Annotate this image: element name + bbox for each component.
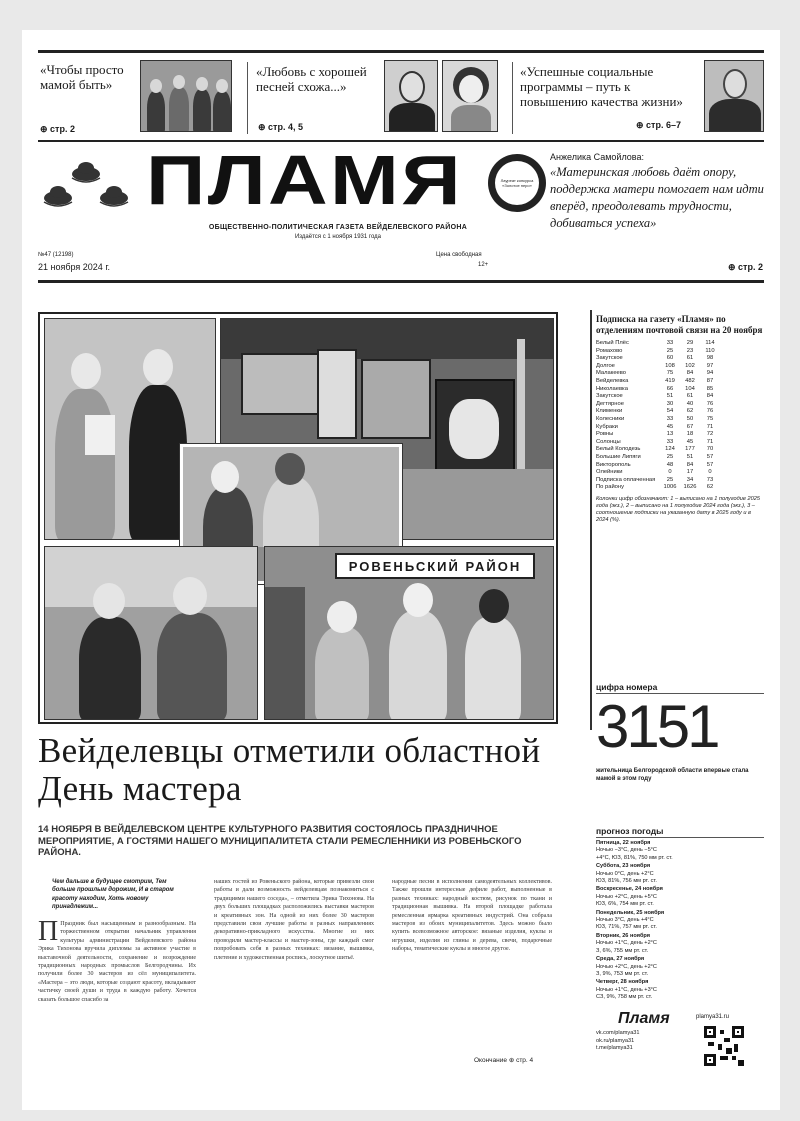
- weather-details: СЗ, 9%, 758 мм рт. ст.: [596, 994, 653, 1001]
- subscription-value: 23: [686, 347, 694, 354]
- subscription-value: 482: [685, 377, 695, 384]
- weather-day-name: Суббота, 23 ноября: [596, 863, 651, 870]
- subscription-value: 45: [666, 423, 674, 430]
- weather-temp: Ночью +2°С, день +5°С: [596, 893, 657, 900]
- subscription-value: 50: [686, 415, 694, 422]
- teaser-3-ref-text: стр. 6–7: [646, 120, 681, 130]
- masthead-subtitle: ОБЩЕСТВЕННО-ПОЛИТИЧЕСКАЯ ГАЗЕТА ВЕЙДЕЛЕВСКОГО РАЙОНА: [208, 224, 468, 231]
- subscription-office: Ровны: [596, 431, 614, 438]
- subscription-value: 33: [666, 438, 674, 445]
- teaser-1-photo: [140, 60, 232, 132]
- weather-details: ЮЗ, 6%, 754 мм рт. ст.: [596, 901, 654, 908]
- top-rule: [38, 50, 764, 53]
- subscription-table: [596, 340, 764, 492]
- footer-brand: Пламя: [618, 1010, 670, 1027]
- weather-temp: Ночью +2°С, день +2°С: [596, 963, 657, 970]
- teaser-2-ref-text: стр. 4, 5: [268, 122, 303, 132]
- subscription-row: [596, 363, 764, 371]
- teaser-1-ref-text: стр. 2: [50, 124, 75, 134]
- teaser-2[interactable]: [254, 60, 504, 136]
- teaser-3-text: «Успешные социальные программы – путь к повышению качества жизни»: [520, 64, 683, 109]
- continued-label: Окончание: [474, 1057, 508, 1064]
- weather-day-name: Воскресенье, 24 ноября: [596, 886, 663, 893]
- collage-photo-rovenki: [264, 546, 554, 720]
- weather-day: [596, 979, 764, 1001]
- teaser-2-text: «Любовь с хорошей песней схожа...»: [256, 64, 367, 94]
- teaser-2-photo-woman: [442, 60, 498, 132]
- subscription-row: [596, 378, 764, 386]
- subscription-value: 84: [686, 461, 694, 468]
- subscription-office: Николаевка: [596, 385, 628, 392]
- weather-day: [596, 956, 764, 978]
- subscription-value: 75: [706, 415, 714, 422]
- quote-block[interactable]: [550, 152, 764, 276]
- subscription-value: 57: [706, 461, 714, 468]
- subscription-value: 30: [666, 400, 674, 407]
- article-lead: 14 НОЯБРЯ В ВЕЙДЕЛЕВСКОМ ЦЕНТРЕ КУЛЬТУРНОГО РАЗВИТИЯ СОСТОЯЛОСЬ ПРАЗДНИЧНОЕ МЕРОПРИЯТИЕ, А ГОСТЯМИ НАШЕГО МУНИЦИПАЛИТЕТА СТАЛИ РЕМЕСЛЕННИКИ ИЗ РОВЕНЬСКОГО РАЙОНА.: [38, 824, 522, 858]
- weather-day-name: Понедельник, 25 ноября: [596, 909, 665, 916]
- weather-day: [596, 840, 764, 862]
- subscription-value: 1626: [683, 484, 697, 491]
- article-headline: Вейделевцы отметили областной День мастера: [38, 731, 541, 808]
- banner-sign: РОВЕНЬСКИЙ РАЙОН: [348, 558, 522, 574]
- subscription-value: 33: [666, 415, 674, 422]
- subscription-row: [596, 416, 764, 424]
- weather-details: +4°С, ЮЗ, 81%, 750 мм рт. ст.: [596, 854, 673, 861]
- subscription-row: [596, 446, 764, 454]
- subscription-value: 124: [665, 446, 675, 453]
- subscription-row: [596, 431, 764, 439]
- qr-code-icon[interactable]: [704, 1026, 744, 1066]
- subscription-value: 72: [706, 431, 714, 438]
- subscription-office: Белый Колодезь: [596, 446, 641, 453]
- footer-link-vk[interactable]: vk.com/plamya31: [596, 1030, 640, 1036]
- subscription-office: По району: [596, 484, 625, 491]
- subscription-office: Викторополь: [596, 461, 631, 468]
- newspaper-page: [22, 30, 780, 1110]
- subscription-value: 84: [706, 393, 714, 400]
- weather-details: ЮЗ, 71%, 757 мм рт. ст.: [596, 924, 657, 931]
- masthead-rule: [38, 280, 764, 283]
- price-label: Цена свободная: [436, 252, 482, 258]
- number-value: 3151: [596, 693, 718, 760]
- subscription-value: 17: [686, 469, 694, 476]
- subscription-row: [596, 370, 764, 378]
- subscription-value: 71: [706, 438, 714, 445]
- subscription-row: [596, 340, 764, 348]
- number-caption: жительница Белгородской области впервые стала мамой в этом году: [596, 768, 749, 782]
- subscription-value: 97: [706, 362, 714, 369]
- issue-date: 21 ноября 2024 г.: [38, 262, 110, 272]
- subscription-row: [596, 393, 764, 401]
- subscription-office: Ромахово: [596, 347, 623, 354]
- subscription-office: Большие Липяги: [596, 453, 641, 460]
- subscription-block: [596, 314, 764, 524]
- weather-details: ЮЗ, 81%, 756 мм рт. ст.: [596, 878, 657, 885]
- subscription-row: [596, 355, 764, 363]
- subscription-value: 177: [685, 446, 695, 453]
- drop-cap: П: [38, 916, 59, 947]
- subscription-value: 61: [686, 393, 694, 400]
- article-col-1-text: Праздник был насыщенным и разнообразным. На торжественном открытии начальник управления культуры администрации Вейделевского района Эрика Тихонова вручила дипломы за активное участие в выставочной деятельности, сохранение и возрождение традиционных народных промыслов Белгородчины. Их получили более 30 мастеров из сёл муниципалитета. «Мастера – это люди, которые создают красоту, вкладывают частичку своей души и труда в каждую работу. Хочется сказать большое спасибо за: [38, 921, 196, 1003]
- footer-link-telegram[interactable]: t.me/plamya31: [596, 1045, 633, 1051]
- subscription-value: 40: [686, 400, 694, 407]
- subscription-value: 62: [706, 484, 714, 491]
- subscription-value: 51: [686, 453, 694, 460]
- subscription-value: 108: [665, 362, 675, 369]
- flower-ornament-icon: [38, 156, 134, 216]
- subscription-office: Кубраки: [596, 423, 618, 430]
- subscription-office: Солонцы: [596, 438, 621, 445]
- award-seal-text: Лауреат конкурса «Золотое перо»: [500, 178, 534, 188]
- teaser-2-photo-man: [384, 60, 438, 132]
- continued-ref: стр. 4: [516, 1057, 534, 1064]
- subscription-value: 51: [666, 393, 674, 400]
- teaser-1-ref: ⊕ стр. 2: [40, 124, 75, 134]
- subscription-office: Клименки: [596, 408, 623, 415]
- subscription-value: 73: [706, 476, 714, 483]
- subscription-value: 102: [685, 362, 695, 369]
- teaser-3-ref: ⊕ стр. 6–7: [636, 120, 681, 130]
- subscription-office: Вейделевка: [596, 377, 629, 384]
- subscription-value: 0: [708, 469, 712, 476]
- masthead-title: ПЛАМЯ: [146, 141, 463, 219]
- subscription-office: Закутское: [596, 355, 623, 362]
- subscription-value: 60: [666, 355, 674, 362]
- subscription-value: 13: [666, 431, 674, 438]
- subscription-value: 33: [666, 340, 674, 346]
- subscription-value: 34: [686, 476, 694, 483]
- quote-text: «Материнская любовь даёт опору, поддержка матери помогает нам идти вперёд, преодолевать трудности, добиваться успеха»: [550, 165, 764, 230]
- subscription-value: 114: [705, 340, 715, 346]
- subscription-value: 419: [665, 377, 675, 384]
- footer-link-ok[interactable]: ok.ru/plamya31: [596, 1037, 635, 1044]
- subscription-value: 87: [706, 377, 714, 384]
- subscription-row: [596, 469, 764, 477]
- subscription-value: 85: [706, 385, 714, 392]
- article-continued[interactable]: Окончание ⊕ стр. 4: [474, 1057, 534, 1064]
- article-col-1: [38, 916, 196, 1004]
- quote-ref-text: стр. 2: [738, 262, 763, 272]
- subscription-value: 57: [706, 453, 714, 460]
- subscription-row: [596, 424, 764, 432]
- subscription-value: 66: [666, 385, 674, 392]
- article-epigraph: Чем дальше в будущее смотрим, Тем больше прошлым дорожим, И в старом красоту находим, Хоть новому принадлежим...: [52, 879, 174, 911]
- subscription-value: 1006: [663, 484, 677, 491]
- subscription-value: 104: [685, 385, 695, 392]
- weather-day-name: Вторник, 26 ноября: [596, 932, 651, 939]
- weather-details: З, 9%, 753 мм рт. ст.: [596, 970, 649, 977]
- weather-temp: Ночью −3°С, день −5°С: [596, 847, 657, 854]
- weather-day-name: Четверг, 28 ноября: [596, 979, 649, 986]
- subscription-office: Дегтярное: [596, 400, 624, 407]
- subscription-value: 76: [706, 400, 714, 407]
- subscription-value: 70: [706, 446, 714, 453]
- subscription-row: [596, 462, 764, 470]
- subscription-value: 67: [686, 423, 694, 430]
- weather-day: [596, 933, 764, 955]
- subscription-office: Долгое: [596, 362, 615, 369]
- weather-temp: Ночью +1°С, день +2°С: [596, 940, 657, 947]
- teaser-3-photo: [704, 60, 764, 132]
- footer-links: [596, 1030, 640, 1053]
- subscription-value: 25: [666, 453, 674, 460]
- subscription-value: 62: [686, 408, 694, 415]
- weather-day: [596, 886, 764, 908]
- subscription-office: Закутское: [596, 393, 623, 400]
- subscription-row: [596, 386, 764, 394]
- teaser-3[interactable]: [518, 60, 764, 136]
- subscription-value: 98: [706, 355, 714, 362]
- subscription-value: 61: [686, 355, 694, 362]
- teaser-1-text: «Чтобы просто мамой быть»: [40, 62, 124, 92]
- subscription-office: Подписка оплаченная: [596, 476, 656, 483]
- weather-day-name: Среда, 27 ноября: [596, 956, 645, 963]
- masthead-founded: Издаётся с 1 ноября 1931 года: [294, 234, 381, 240]
- subscription-row: [596, 454, 764, 462]
- weather-temp: Ночью 0°С, день +2°С: [596, 870, 654, 877]
- teaser-2-ref: ⊕ стр. 4, 5: [258, 122, 303, 132]
- subscription-title: Подписка на газету «Пламя» по отделениям почтовой связи на 20 ноября: [596, 314, 763, 335]
- footer-site[interactable]: plamya31.ru: [696, 1014, 730, 1020]
- teaser-1[interactable]: [38, 60, 243, 136]
- quote-ref: ⊕ стр. 2: [728, 262, 763, 272]
- number-label: цифра номера: [596, 682, 658, 692]
- subscription-office: Малакеево: [596, 370, 627, 377]
- weather-day: [596, 910, 764, 932]
- weather-day: [596, 863, 764, 885]
- issue-number: №47 (12198): [38, 252, 74, 258]
- weather-title: прогноз погоды: [596, 826, 664, 836]
- subscription-value: 48: [666, 461, 674, 468]
- subscription-value: 84: [686, 370, 694, 377]
- subscription-row: [596, 484, 764, 492]
- age-rating: 12+: [478, 262, 489, 268]
- collage-photo-women: [44, 546, 258, 720]
- weather-temp: Ночью +1°С, день +3°С: [596, 986, 657, 993]
- subscription-row: [596, 401, 764, 409]
- subscription-value: 75: [666, 370, 674, 377]
- subscription-office: Белый Плёс: [596, 340, 629, 346]
- subscription-value: 18: [686, 431, 694, 438]
- masthead: [38, 141, 548, 276]
- weather-temp: Ночью 3°С, день +4°С: [596, 917, 654, 924]
- subscription-row: [596, 348, 764, 356]
- subscription-value: 94: [706, 370, 714, 377]
- subscription-value: 54: [666, 408, 674, 415]
- subscription-value: 0: [668, 469, 672, 476]
- weather-day-name: Пятница, 22 ноября: [596, 840, 651, 846]
- weather-block: [596, 826, 764, 1003]
- weather-details: З, 6%, 755 мм рт. ст.: [596, 947, 649, 954]
- footer-brand-block: [596, 1006, 764, 1066]
- subscription-note: Колонки цифр обозначают: 1 – выписано на 1 полугодие 2025 года (экз.), 2 – выписано на 1 полугодие 2024 года (экз.), 3 – соотношение подписки на указанную дату в 2025 году и в 2024 (%).: [596, 495, 760, 523]
- weather-list: [596, 840, 764, 1002]
- subscription-value: 25: [666, 476, 674, 483]
- subscription-row: [596, 408, 764, 416]
- subscription-value: 110: [705, 347, 715, 354]
- quote-author: Анжелика Самойлова:: [550, 152, 644, 162]
- subscription-value: 25: [666, 347, 674, 354]
- photo-collage: [38, 312, 558, 724]
- subscription-office: Колесники: [596, 415, 625, 422]
- article-col-3: народные песни в исполнении самодеятельных коллективов. Также прошли интересные дефиле работ, выполненные в разных техниках: народный костюм, рисунок по ткани и традиционная вышивка. На второй площадке работала ремесленная ярмарка креативных индустрий. Она собрала мастеров из обоих муниципалитетов. Здесь можно было купить всевозможное авторское: вязаные изделия, куклы и игрушки, изделия из глины и дерева, свечи, подарочные наборы, тематические куклы и многое другое.: [392, 879, 552, 953]
- subscription-value: 29: [686, 340, 694, 346]
- subscription-office: Олейники: [596, 469, 623, 476]
- award-seal: [488, 154, 546, 212]
- subscription-value: 76: [706, 408, 714, 415]
- subscription-value: 45: [686, 438, 694, 445]
- article-col-2: наших гостей из Ровеньского района, которые привезли свои работы и дали возможность вейделевцам познакомиться с традициями нашего соседа», – отметила Эрика Тихонова. На двух больших площадках расположились выставки мастеров и креативных зон. На одной из них более 30 мастеров представили свои лучшие работы в разных направлениях декоративно-прикладного искусства. Многие из них проводили мастер-классы и мастер-зоны, где каждый смог попробовать себя в разных техниках: вязание, вышивка, плетение и художественная роспись, лоскутное шитьё.: [214, 879, 374, 961]
- subscription-value: 71: [706, 423, 714, 430]
